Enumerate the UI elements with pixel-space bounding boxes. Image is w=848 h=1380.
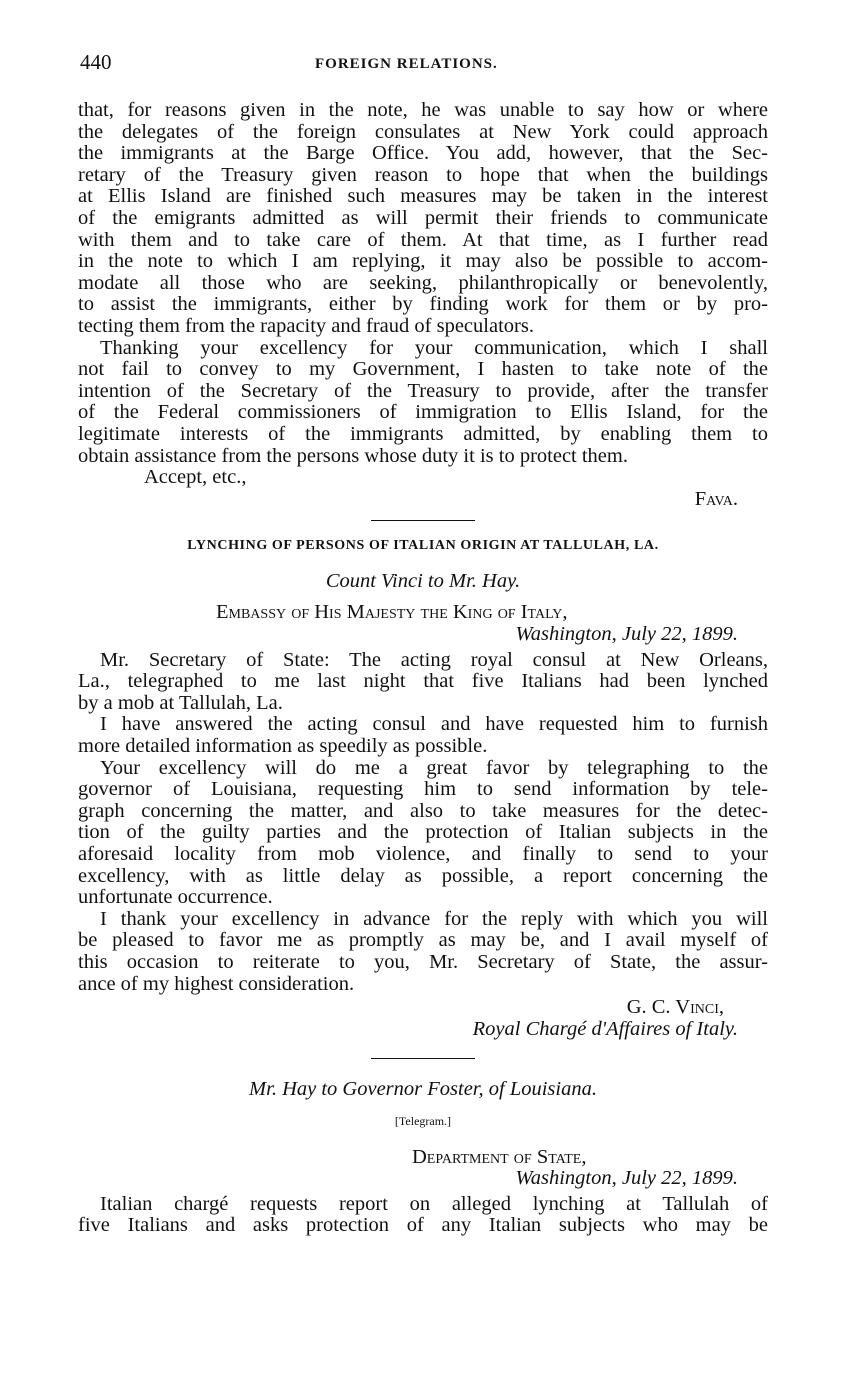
paragraph-telegram: [78, 1194, 768, 1237]
section-divider: [371, 520, 475, 521]
text-line: this occasion to reiterate to you, Mr. Secretary of State, the assur-: [78, 950, 768, 973]
text-line: the delegates of the foreign consulates at New York could approach: [78, 120, 768, 143]
embassy-line: Embassy of His Majesty the King of Italy,: [216, 601, 568, 624]
section-title: LYNCHING OF PERSONS OF ITALIAN ORIGIN AT TALLULAH, LA.: [187, 538, 659, 554]
text-line: retary of the Treasury given reason to hope that when the buildings: [78, 163, 768, 186]
text-line: excellency, with as little delay as possible, a report concerning the: [78, 864, 768, 887]
text-line: aforesaid locality from mob violence, and finally to send to your: [78, 843, 768, 865]
text-line: La., telegraphed to me last night that five Italians had been lynched: [78, 670, 768, 693]
text-line: intention of the Secretary of the Treasury to provide, after the transfer: [78, 379, 768, 402]
text-line: more detailed information as speedily as possible.: [78, 735, 488, 758]
text-line: with them and to take care of them. At that time, as I further read: [78, 228, 768, 251]
paragraph-request: [78, 758, 768, 909]
signature-vinci: G. C. Vinci,: [626, 996, 724, 1019]
text-line: by a mob at Tallulah, La.: [78, 691, 283, 714]
text-line: I have answered the acting consul and have requested him to furnish: [100, 713, 768, 736]
paragraph-answered: [78, 714, 768, 757]
text-line: unfortunate occurrence.: [78, 886, 273, 909]
text-line: to assist the immigrants, either by finding work for them or by pro-: [78, 293, 768, 316]
text-line: of the Federal commissioners of immigration to Ellis Island, for the: [78, 401, 768, 424]
text-line: tecting them from the rapacity and fraud of speculators.: [78, 314, 534, 337]
text-line: five Italians and asks protection of any Italian subjects who may be: [78, 1214, 768, 1237]
letter-heading: Mr. Hay to Governor Foster, of Louisiana.: [249, 1078, 597, 1101]
page-header: [80, 50, 770, 80]
text-line: I thank your excellency in advance for the reply with which you will: [100, 907, 768, 930]
section-divider: [371, 1058, 475, 1059]
text-line: be pleased to favor me as promptly as may be, and I avail myself of: [78, 929, 768, 952]
paragraph-consul-report: [78, 650, 768, 715]
page-number: 440: [80, 50, 112, 74]
text-line: tion of the guilty parties and the protection of Italian subjects in the: [78, 821, 768, 844]
paragraph-continuation: [78, 100, 768, 338]
closing-accept: Accept, etc.,: [144, 466, 247, 489]
department-line: Department of State,: [412, 1145, 587, 1168]
text-line: legitimate interests of the immigrants admitted, by enabling them to: [78, 422, 768, 445]
dateline: Washington, July 22, 1899.: [515, 1167, 738, 1190]
text-line: obtain assistance from the persons whose duty it is to protect them.: [78, 444, 628, 467]
letter-heading: Count Vinci to Mr. Hay.: [325, 569, 521, 592]
paragraph-thank-you: [78, 909, 768, 995]
text-line: Thanking your excellency for your communication, which I shall: [100, 336, 768, 359]
telegram-label: [Telegram.]: [394, 1113, 452, 1128]
text-line: modate all those who are seeking, philanthropically or benevolently,: [78, 271, 768, 294]
text-line: graph concerning the matter, and also to take measures for the detec-: [78, 799, 768, 822]
text-line: that, for reasons given in the note, he was unable to say how or where: [78, 99, 768, 121]
running-title: FOREIGN RELATIONS.: [315, 56, 498, 72]
text-line: not fail to convey to my Government, I hasten to take note of the: [78, 358, 768, 381]
text-line: in the note to which I am replying, it may also be possible to accom-: [78, 250, 768, 273]
paragraph-thanks: [78, 338, 768, 468]
signature-title: Royal Chargé d'Affaires of Italy.: [472, 1017, 738, 1040]
signature-fava: Fava.: [694, 487, 738, 510]
dateline: Washington, July 22, 1899.: [515, 623, 738, 646]
text-line: of the emigrants admitted as will permit their friends to communicate: [78, 206, 768, 229]
text-line: governor of Louisiana, requesting him to send information by tele-: [78, 778, 768, 801]
page-body: [78, 100, 768, 1237]
text-line: at Ellis Island are finished such measures may be taken in the interest: [78, 185, 768, 208]
text-line: Mr. Secretary of State: The acting royal consul at New Orleans,: [100, 648, 768, 671]
text-line: the immigrants at the Barge Office. You add, however, that the Sec-: [78, 142, 768, 165]
text-line: Your excellency will do me a great favor by telegraphing to the: [100, 756, 768, 779]
text-line: Italian chargé requests report on alleged lynching at Tallulah of: [100, 1192, 768, 1215]
text-line: ance of my highest consideration.: [78, 972, 355, 995]
